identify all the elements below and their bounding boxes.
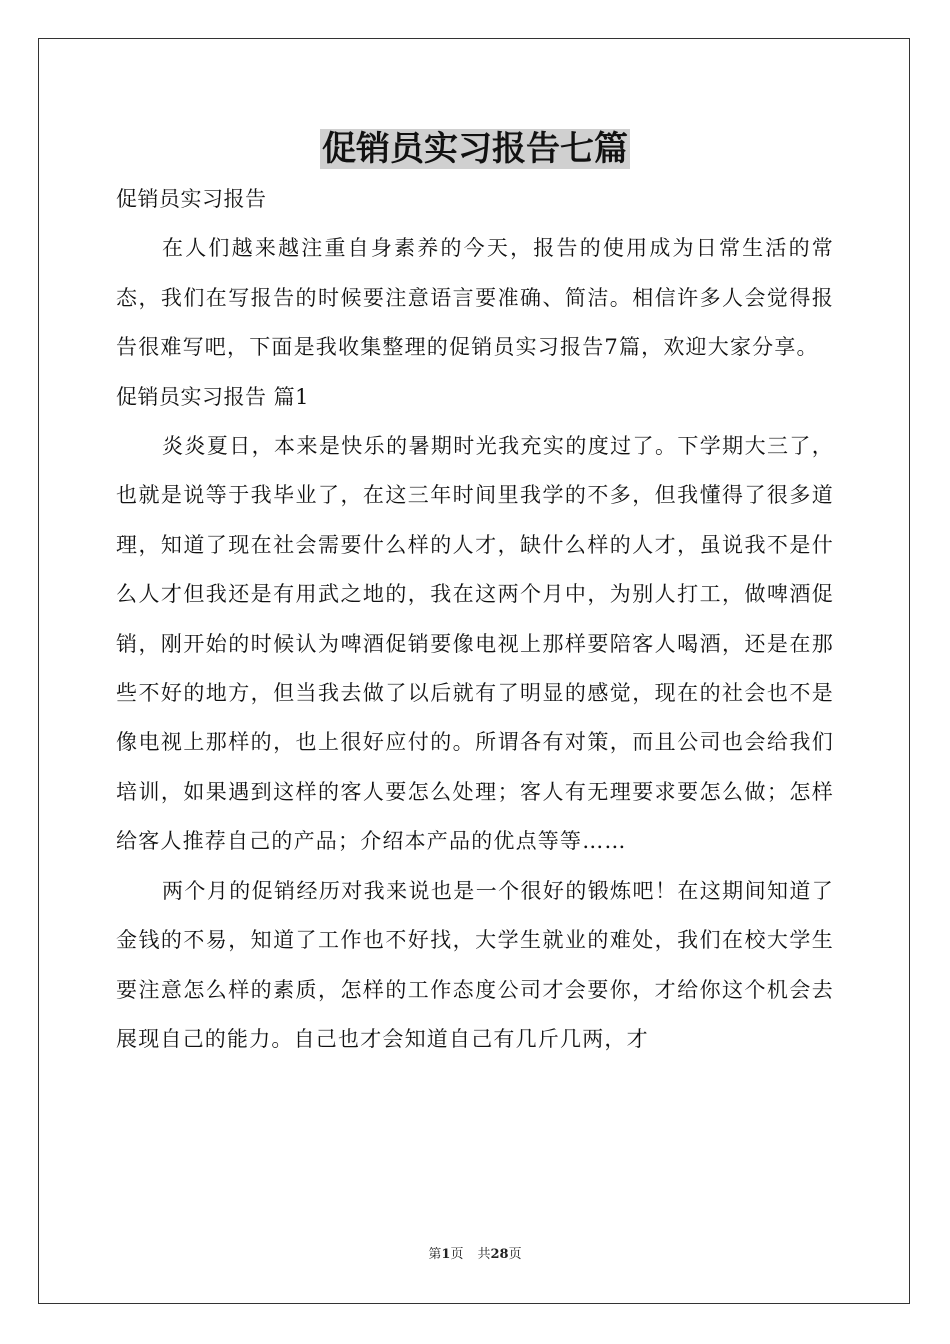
page-footer xyxy=(0,1246,950,1264)
total-prefix: 共 xyxy=(477,1247,491,1262)
part1-paragraph-1: 炎炎夏日，本来是快乐的暑期时光我充实的度过了。下学期大三了，也就是说等于我毕业了，在这三年时间里我学的不多，但我懂得了很多道理，知道了现在社会需要什么样的人才，缺什么样的人才，虽说我不是什么人才但我还是有用武之地的，我在这两个月中，为别人打工，做啤酒促销，刚开始的时候认为啤酒促销要像电视上那样要陪客人喝酒，还是在那些不好的地方，但当我去做了以后就有了明显的感觉，现在的社会也不是像电视上那样的，也上很好应付的。所谓各有对策，而且公司也会给我们培训，如果遇到这样的客人要怎么处理；客人有无理要求要怎么做；怎样给客人推荐自己的产品；介绍本产品的优点等等…… xyxy=(116,434,834,854)
part1-paragraph-2: 两个月的促销经历对我来说也是一个很好的锻炼吧！在这期间知道了金钱的不易，知道了工作也不好找，大学生就业的难处，我们在校大学生要注意怎么样的素质，怎样的工作态度公司才会要你，才给你这个机会去展现自己的能力。自己也才会知道自己有几斤几两，才 xyxy=(116,878,834,1051)
document-title-text: 促销员实习报告七篇 xyxy=(322,129,628,169)
page-prefix: 第 xyxy=(428,1247,442,1262)
intro-paragraph: 在人们越来越注重自身素养的今天，报告的使用成为日常生活的常态，我们在写报告的时候要注意语言要准确、简洁。相信许多人会觉得报告很难写吧，下面是我收集整理的促销员实习报告7篇，欢迎大家分享。 xyxy=(116,236,834,360)
page-suffix: 页 xyxy=(450,1247,464,1262)
total-suffix: 页 xyxy=(508,1247,522,1262)
page-number: 1 xyxy=(441,1247,451,1262)
document-title xyxy=(0,126,950,172)
part1-heading: 促销员实习报告 篇1 xyxy=(116,384,310,409)
total-pages: 28 xyxy=(490,1247,509,1262)
section-heading: 促销员实习报告 xyxy=(116,187,267,211)
document-body xyxy=(116,175,834,1064)
